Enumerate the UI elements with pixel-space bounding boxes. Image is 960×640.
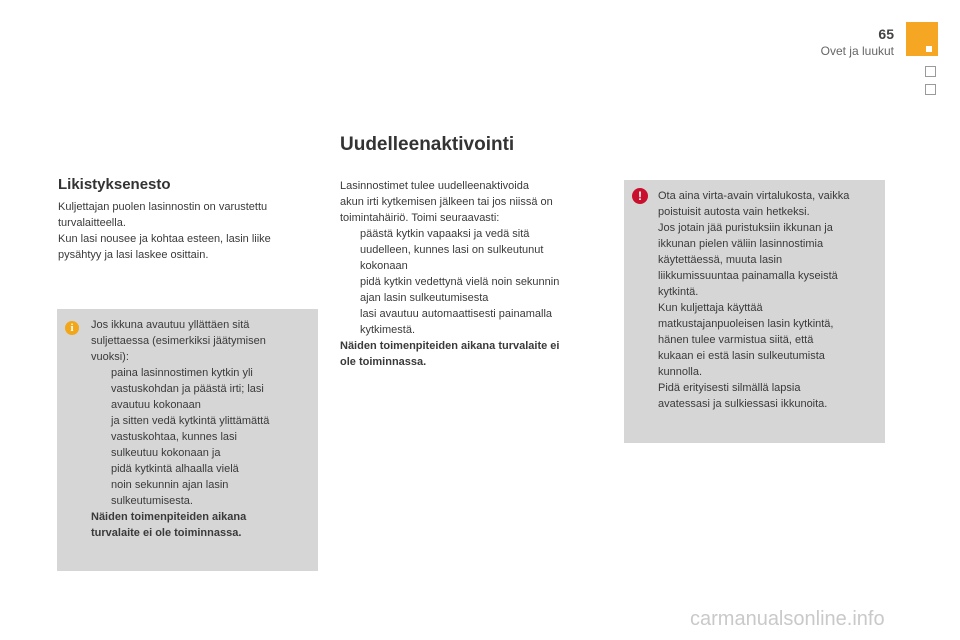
- text-line: turvalaitteella.: [58, 217, 126, 229]
- chapter-tab: [906, 22, 938, 56]
- bullet-icon: [91, 413, 111, 461]
- note-line: ole toiminnassa.: [340, 356, 427, 368]
- info-icon: i: [65, 321, 79, 335]
- text-line: suljettaessa (esimerkiksi jäätymisen: [91, 335, 266, 347]
- text-line: kukaan ei estä lasin sulkeutumista: [658, 350, 825, 362]
- tab-marker: [926, 46, 932, 52]
- text-line: hänen tulee varmistua siitä, että: [658, 334, 814, 346]
- text-line: matkustajanpuoleisen lasin kytkintä,: [658, 318, 834, 330]
- text-line: kunnolla.: [658, 366, 703, 378]
- note-line: Näiden toimenpiteiden aikana: [91, 511, 247, 523]
- page-title: Uudelleenaktivointi: [340, 134, 515, 155]
- text-line: käytettäessä, muuta lasin: [658, 254, 783, 266]
- bullet-icon: [91, 461, 111, 509]
- text-line: pidä kytkintä alhaalla vielä: [111, 463, 239, 475]
- bullet-icon: [340, 226, 360, 274]
- text-line: lasi avautuu automaattisesti painamalla: [360, 308, 553, 320]
- list-item: [91, 365, 309, 413]
- text-line: vastuskohtaa, kunnes lasi: [111, 431, 237, 443]
- bullet-icon: [91, 365, 111, 413]
- bullet-icon: [340, 306, 360, 338]
- page-number: 65: [878, 26, 894, 42]
- text-line: kytkintä.: [658, 286, 699, 298]
- chapter-marker-empty: [925, 84, 936, 95]
- section-title: Ovet ja luukut: [820, 44, 894, 58]
- text-line: kytkimestä.: [360, 324, 416, 336]
- text-line: kokonaan: [360, 260, 408, 272]
- warning-box: [624, 180, 885, 443]
- text-line: ikkunan pielen väliin lasinnostimia: [658, 238, 824, 250]
- text-line: Lasinnostimet tulee uudelleenaktivoida: [340, 180, 529, 192]
- text-line: avatessasi ja sulkiessasi ikkunoita.: [658, 398, 828, 410]
- text-line: vastuskohdan ja päästä irti; lasi: [111, 383, 264, 395]
- text-line: pysähtyy ja lasi laskee osittain.: [58, 249, 209, 261]
- text-line: paina lasinnostimen kytkin yli: [111, 367, 253, 379]
- text-line: poistuisit autosta vain hetkeksi.: [658, 206, 810, 218]
- text-line: Kun kuljettaja käyttää: [658, 302, 763, 314]
- text-line: avautuu kokonaan: [111, 399, 201, 411]
- text-line: Kuljettajan puolen lasinnostin on varustettu: [58, 201, 268, 213]
- text-line: Jos jotain jää puristuksiin ikkunan ja: [658, 222, 833, 234]
- text-line: ja sitten vedä kytkintä ylittämättä: [111, 415, 270, 427]
- text-line: noin sekunnin ajan lasin: [111, 479, 229, 491]
- text-line: päästä kytkin vapaaksi ja vedä sitä: [360, 228, 530, 240]
- text-line: sulkeutumisesta.: [111, 495, 193, 507]
- middle-column: [340, 178, 602, 370]
- section-heading-likistyksenesto: Likistyksenesto: [58, 176, 171, 193]
- text-line: liikkumissuuntaa painamalla kyseistä: [658, 270, 838, 282]
- bullet-icon: [340, 274, 360, 306]
- watermark: carmanualsonline.info: [690, 608, 885, 630]
- text-line: toimintahäiriö. Toimi seuraavasti:: [340, 212, 500, 224]
- warning-icon: !: [632, 188, 648, 204]
- text-line: sulkeutuu kokonaan ja: [111, 447, 221, 459]
- list-item: [91, 413, 309, 461]
- list-item: [340, 306, 602, 338]
- text-line: pidä kytkin vedettynä vielä noin sekunnin: [360, 276, 560, 288]
- text-line: Jos ikkuna avautuu yllättäen sitä: [91, 319, 250, 331]
- list-item: [340, 274, 602, 306]
- note-line: Näiden toimenpiteiden aikana turvalaite ei: [340, 340, 560, 352]
- left-paragraph: [58, 199, 308, 263]
- list-item: [91, 461, 309, 509]
- text-line: ajan lasin sulkeutumisesta: [360, 292, 489, 304]
- note-line: turvalaite ei ole toiminnassa.: [91, 527, 242, 539]
- text-line: uudelleen, kunnes lasi on sulkeutunut: [360, 244, 544, 256]
- text-line: akun irti kytkemisen jälkeen tai jos niissä on: [340, 196, 553, 208]
- text-line: Kun lasi nousee ja kohtaa esteen, lasin liike: [58, 233, 271, 245]
- chapter-marker-empty: [925, 66, 936, 77]
- text-line: vuoksi):: [91, 351, 129, 363]
- info-box: [57, 309, 318, 571]
- list-item: [340, 226, 602, 274]
- text-line: Pidä erityisesti silmällä lapsia: [658, 382, 801, 394]
- text-line: Ota aina virta-avain virtalukosta, vaikka: [658, 190, 850, 202]
